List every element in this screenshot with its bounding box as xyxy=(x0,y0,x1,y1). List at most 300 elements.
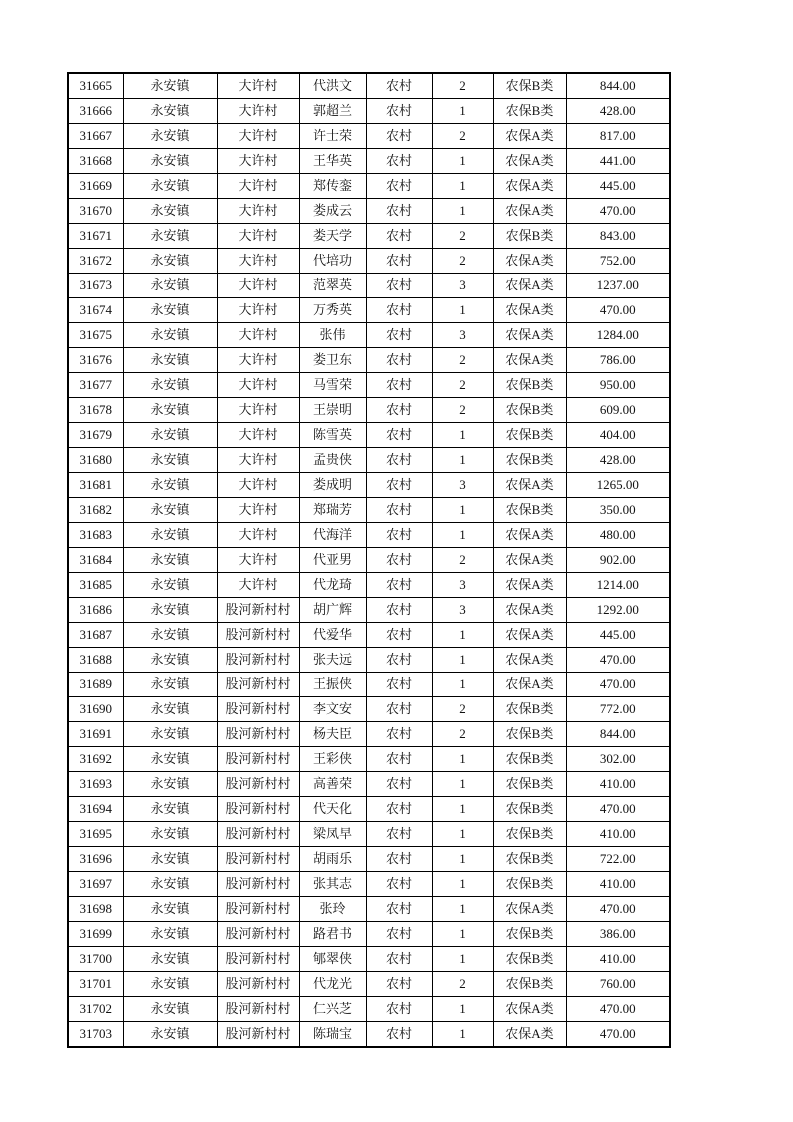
person-name-cell: 杨夫臣 xyxy=(299,722,366,747)
insurance-category-cell: 农保B类 xyxy=(493,373,566,398)
insurance-category-cell: 农保B类 xyxy=(493,722,566,747)
area-type-cell: 农村 xyxy=(366,672,432,697)
area-type-cell: 农村 xyxy=(366,123,432,148)
town-cell: 永安镇 xyxy=(123,622,217,647)
town-cell: 永安镇 xyxy=(123,223,217,248)
town-cell: 永安镇 xyxy=(123,398,217,423)
insurance-category-cell: 农保A类 xyxy=(493,896,566,921)
household-size-cell: 1 xyxy=(432,672,493,697)
amount-cell: 950.00 xyxy=(566,373,670,398)
table-row xyxy=(68,622,670,647)
area-type-cell: 农村 xyxy=(366,872,432,897)
person-name-cell: 梁凤早 xyxy=(299,822,366,847)
insurance-category-cell: 农保B类 xyxy=(493,73,566,98)
village-cell: 大许村 xyxy=(217,323,299,348)
village-cell: 股河新村村 xyxy=(217,847,299,872)
amount-cell: 470.00 xyxy=(566,896,670,921)
town-cell: 永安镇 xyxy=(123,248,217,273)
table-row xyxy=(68,497,670,522)
person-name-cell: 孟贵侠 xyxy=(299,448,366,473)
amount-cell: 786.00 xyxy=(566,348,670,373)
area-type-cell: 农村 xyxy=(366,722,432,747)
amount-cell: 428.00 xyxy=(566,98,670,123)
table-row xyxy=(68,647,670,672)
person-name-cell: 代培功 xyxy=(299,248,366,273)
area-type-cell: 农村 xyxy=(366,323,432,348)
area-type-cell: 农村 xyxy=(366,423,432,448)
person-name-cell: 代海洋 xyxy=(299,522,366,547)
household-size-cell: 1 xyxy=(432,822,493,847)
village-cell: 股河新村村 xyxy=(217,872,299,897)
village-cell: 大许村 xyxy=(217,273,299,298)
village-cell: 大许村 xyxy=(217,173,299,198)
insurance-category-cell: 农保B类 xyxy=(493,98,566,123)
amount-cell: 902.00 xyxy=(566,547,670,572)
household-size-cell: 1 xyxy=(432,622,493,647)
town-cell: 永安镇 xyxy=(123,547,217,572)
amount-cell: 480.00 xyxy=(566,522,670,547)
household-size-cell: 1 xyxy=(432,198,493,223)
amount-cell: 760.00 xyxy=(566,971,670,996)
household-size-cell: 2 xyxy=(432,73,493,98)
town-cell: 永安镇 xyxy=(123,996,217,1021)
insurance-category-cell: 农保A类 xyxy=(493,148,566,173)
household-size-cell: 1 xyxy=(432,921,493,946)
household-size-cell: 1 xyxy=(432,497,493,522)
table-row xyxy=(68,373,670,398)
serial-number-cell: 31682 xyxy=(68,497,123,522)
serial-number-cell: 31666 xyxy=(68,98,123,123)
town-cell: 永安镇 xyxy=(123,672,217,697)
serial-number-cell: 31671 xyxy=(68,223,123,248)
serial-number-cell: 31683 xyxy=(68,522,123,547)
area-type-cell: 农村 xyxy=(366,223,432,248)
household-size-cell: 1 xyxy=(432,298,493,323)
serial-number-cell: 31681 xyxy=(68,473,123,498)
table-row xyxy=(68,896,670,921)
town-cell: 永安镇 xyxy=(123,522,217,547)
person-name-cell: 代爱华 xyxy=(299,622,366,647)
area-type-cell: 农村 xyxy=(366,747,432,772)
village-cell: 股河新村村 xyxy=(217,722,299,747)
table-row xyxy=(68,921,670,946)
household-size-cell: 1 xyxy=(432,1021,493,1046)
town-cell: 永安镇 xyxy=(123,971,217,996)
town-cell: 永安镇 xyxy=(123,747,217,772)
village-cell: 股河新村村 xyxy=(217,797,299,822)
table-row xyxy=(68,248,670,273)
village-cell: 大许村 xyxy=(217,298,299,323)
household-size-cell: 2 xyxy=(432,547,493,572)
insurance-category-cell: 农保A类 xyxy=(493,572,566,597)
insurance-category-cell: 农保A类 xyxy=(493,996,566,1021)
village-cell: 股河新村村 xyxy=(217,822,299,847)
village-cell: 股河新村村 xyxy=(217,622,299,647)
serial-number-cell: 31679 xyxy=(68,423,123,448)
serial-number-cell: 31696 xyxy=(68,847,123,872)
area-type-cell: 农村 xyxy=(366,622,432,647)
area-type-cell: 农村 xyxy=(366,473,432,498)
serial-number-cell: 31678 xyxy=(68,398,123,423)
area-type-cell: 农村 xyxy=(366,497,432,522)
village-cell: 大许村 xyxy=(217,448,299,473)
person-name-cell: 郑传銮 xyxy=(299,173,366,198)
household-size-cell: 3 xyxy=(432,273,493,298)
person-name-cell: 陈瑞宝 xyxy=(299,1021,366,1046)
insurance-category-cell: 农保B类 xyxy=(493,497,566,522)
village-cell: 大许村 xyxy=(217,398,299,423)
person-name-cell: 代龙光 xyxy=(299,971,366,996)
household-size-cell: 2 xyxy=(432,123,493,148)
serial-number-cell: 31697 xyxy=(68,872,123,897)
insurance-category-cell: 农保A类 xyxy=(493,1021,566,1046)
insurance-category-cell: 农保B类 xyxy=(493,822,566,847)
insurance-category-cell: 农保B类 xyxy=(493,797,566,822)
town-cell: 永安镇 xyxy=(123,298,217,323)
serial-number-cell: 31687 xyxy=(68,622,123,647)
household-size-cell: 1 xyxy=(432,448,493,473)
town-cell: 永安镇 xyxy=(123,572,217,597)
table-row xyxy=(68,522,670,547)
person-name-cell: 仁兴芝 xyxy=(299,996,366,1021)
person-name-cell: 王彩侠 xyxy=(299,747,366,772)
insurance-category-cell: 农保B类 xyxy=(493,223,566,248)
person-name-cell: 代天化 xyxy=(299,797,366,822)
amount-cell: 844.00 xyxy=(566,722,670,747)
serial-number-cell: 31690 xyxy=(68,697,123,722)
serial-number-cell: 31672 xyxy=(68,248,123,273)
table-row xyxy=(68,971,670,996)
amount-cell: 441.00 xyxy=(566,148,670,173)
person-name-cell: 代洪文 xyxy=(299,73,366,98)
household-size-cell: 1 xyxy=(432,797,493,822)
table-row xyxy=(68,872,670,897)
insurance-category-cell: 农保B类 xyxy=(493,971,566,996)
household-size-cell: 3 xyxy=(432,597,493,622)
table-row xyxy=(68,298,670,323)
table-row xyxy=(68,1021,670,1046)
insurance-category-cell: 农保A类 xyxy=(493,323,566,348)
village-cell: 股河新村村 xyxy=(217,921,299,946)
village-cell: 股河新村村 xyxy=(217,996,299,1021)
person-name-cell: 路君书 xyxy=(299,921,366,946)
insurance-category-cell: 农保A类 xyxy=(493,123,566,148)
serial-number-cell: 31677 xyxy=(68,373,123,398)
table-row xyxy=(68,348,670,373)
person-name-cell: 娄成云 xyxy=(299,198,366,223)
area-type-cell: 农村 xyxy=(366,996,432,1021)
insurance-category-cell: 农保A类 xyxy=(493,198,566,223)
person-name-cell: 范翠英 xyxy=(299,273,366,298)
area-type-cell: 农村 xyxy=(366,822,432,847)
household-size-cell: 2 xyxy=(432,398,493,423)
town-cell: 永安镇 xyxy=(123,697,217,722)
serial-number-cell: 31693 xyxy=(68,772,123,797)
town-cell: 永安镇 xyxy=(123,323,217,348)
household-size-cell: 1 xyxy=(432,772,493,797)
town-cell: 永安镇 xyxy=(123,597,217,622)
household-size-cell: 2 xyxy=(432,971,493,996)
town-cell: 永安镇 xyxy=(123,198,217,223)
table-row xyxy=(68,946,670,971)
serial-number-cell: 31673 xyxy=(68,273,123,298)
table-row xyxy=(68,822,670,847)
town-cell: 永安镇 xyxy=(123,423,217,448)
village-cell: 大许村 xyxy=(217,198,299,223)
town-cell: 永安镇 xyxy=(123,722,217,747)
town-cell: 永安镇 xyxy=(123,497,217,522)
serial-number-cell: 31684 xyxy=(68,547,123,572)
area-type-cell: 农村 xyxy=(366,98,432,123)
table-row xyxy=(68,473,670,498)
insurance-category-cell: 农保A类 xyxy=(493,622,566,647)
insurance-category-cell: 农保A类 xyxy=(493,173,566,198)
area-type-cell: 农村 xyxy=(366,896,432,921)
amount-cell: 410.00 xyxy=(566,872,670,897)
town-cell: 永安镇 xyxy=(123,348,217,373)
town-cell: 永安镇 xyxy=(123,473,217,498)
table-row xyxy=(68,173,670,198)
serial-number-cell: 31698 xyxy=(68,896,123,921)
town-cell: 永安镇 xyxy=(123,148,217,173)
amount-cell: 445.00 xyxy=(566,173,670,198)
insurance-category-cell: 农保B类 xyxy=(493,847,566,872)
insurance-category-cell: 农保A类 xyxy=(493,248,566,273)
serial-number-cell: 31667 xyxy=(68,123,123,148)
area-type-cell: 农村 xyxy=(366,946,432,971)
area-type-cell: 农村 xyxy=(366,572,432,597)
serial-number-cell: 31692 xyxy=(68,747,123,772)
amount-cell: 386.00 xyxy=(566,921,670,946)
household-size-cell: 1 xyxy=(432,872,493,897)
town-cell: 永安镇 xyxy=(123,173,217,198)
household-size-cell: 1 xyxy=(432,647,493,672)
person-name-cell: 郭超兰 xyxy=(299,98,366,123)
area-type-cell: 农村 xyxy=(366,398,432,423)
person-name-cell: 张其志 xyxy=(299,872,366,897)
table-row xyxy=(68,772,670,797)
insurance-category-cell: 农保B类 xyxy=(493,697,566,722)
table-row xyxy=(68,747,670,772)
area-type-cell: 农村 xyxy=(366,448,432,473)
village-cell: 股河新村村 xyxy=(217,971,299,996)
village-cell: 大许村 xyxy=(217,123,299,148)
amount-cell: 722.00 xyxy=(566,847,670,872)
amount-cell: 1292.00 xyxy=(566,597,670,622)
village-cell: 大许村 xyxy=(217,547,299,572)
table-row xyxy=(68,572,670,597)
area-type-cell: 农村 xyxy=(366,971,432,996)
household-size-cell: 3 xyxy=(432,323,493,348)
area-type-cell: 农村 xyxy=(366,1021,432,1046)
serial-number-cell: 31674 xyxy=(68,298,123,323)
area-type-cell: 农村 xyxy=(366,772,432,797)
household-size-cell: 3 xyxy=(432,572,493,597)
area-type-cell: 农村 xyxy=(366,148,432,173)
amount-cell: 410.00 xyxy=(566,946,670,971)
table-row xyxy=(68,273,670,298)
area-type-cell: 农村 xyxy=(366,647,432,672)
person-name-cell: 陈雪英 xyxy=(299,423,366,448)
table-row xyxy=(68,722,670,747)
town-cell: 永安镇 xyxy=(123,772,217,797)
serial-number-cell: 31669 xyxy=(68,173,123,198)
household-size-cell: 2 xyxy=(432,722,493,747)
household-size-cell: 2 xyxy=(432,373,493,398)
village-cell: 股河新村村 xyxy=(217,1021,299,1046)
village-cell: 大许村 xyxy=(217,348,299,373)
town-cell: 永安镇 xyxy=(123,822,217,847)
town-cell: 永安镇 xyxy=(123,73,217,98)
amount-cell: 470.00 xyxy=(566,298,670,323)
serial-number-cell: 31685 xyxy=(68,572,123,597)
serial-number-cell: 31691 xyxy=(68,722,123,747)
serial-number-cell: 31680 xyxy=(68,448,123,473)
amount-cell: 410.00 xyxy=(566,822,670,847)
serial-number-cell: 31699 xyxy=(68,921,123,946)
person-name-cell: 许士荣 xyxy=(299,123,366,148)
household-size-cell: 2 xyxy=(432,697,493,722)
insurance-category-cell: 农保B类 xyxy=(493,872,566,897)
village-cell: 股河新村村 xyxy=(217,946,299,971)
town-cell: 永安镇 xyxy=(123,123,217,148)
town-cell: 永安镇 xyxy=(123,273,217,298)
town-cell: 永安镇 xyxy=(123,797,217,822)
area-type-cell: 农村 xyxy=(366,248,432,273)
table-row xyxy=(68,597,670,622)
serial-number-cell: 31700 xyxy=(68,946,123,971)
person-name-cell: 万秀英 xyxy=(299,298,366,323)
area-type-cell: 农村 xyxy=(366,173,432,198)
serial-number-cell: 31689 xyxy=(68,672,123,697)
table-row xyxy=(68,847,670,872)
person-name-cell: 郑瑞芳 xyxy=(299,497,366,522)
serial-number-cell: 31670 xyxy=(68,198,123,223)
table-row xyxy=(68,123,670,148)
amount-cell: 752.00 xyxy=(566,248,670,273)
amount-cell: 404.00 xyxy=(566,423,670,448)
amount-cell: 470.00 xyxy=(566,996,670,1021)
insurance-category-cell: 农保B类 xyxy=(493,747,566,772)
person-name-cell: 娄成明 xyxy=(299,473,366,498)
serial-number-cell: 31675 xyxy=(68,323,123,348)
household-size-cell: 3 xyxy=(432,473,493,498)
insurance-category-cell: 农保B类 xyxy=(493,398,566,423)
insurance-category-cell: 农保A类 xyxy=(493,273,566,298)
person-name-cell: 高善荣 xyxy=(299,772,366,797)
amount-cell: 609.00 xyxy=(566,398,670,423)
household-size-cell: 1 xyxy=(432,98,493,123)
village-cell: 大许村 xyxy=(217,98,299,123)
serial-number-cell: 31702 xyxy=(68,996,123,1021)
village-cell: 股河新村村 xyxy=(217,647,299,672)
person-name-cell: 王华英 xyxy=(299,148,366,173)
town-cell: 永安镇 xyxy=(123,921,217,946)
village-cell: 股河新村村 xyxy=(217,697,299,722)
table-row xyxy=(68,198,670,223)
town-cell: 永安镇 xyxy=(123,847,217,872)
insurance-category-cell: 农保B类 xyxy=(493,921,566,946)
amount-cell: 302.00 xyxy=(566,747,670,772)
insurance-category-cell: 农保A类 xyxy=(493,547,566,572)
table-row xyxy=(68,672,670,697)
insurance-category-cell: 农保A类 xyxy=(493,298,566,323)
village-cell: 大许村 xyxy=(217,522,299,547)
table-row xyxy=(68,996,670,1021)
village-cell: 大许村 xyxy=(217,423,299,448)
area-type-cell: 农村 xyxy=(366,373,432,398)
village-cell: 大许村 xyxy=(217,572,299,597)
village-cell: 股河新村村 xyxy=(217,896,299,921)
household-size-cell: 1 xyxy=(432,173,493,198)
serial-number-cell: 31686 xyxy=(68,597,123,622)
amount-cell: 1237.00 xyxy=(566,273,670,298)
town-cell: 永安镇 xyxy=(123,896,217,921)
insurance-category-cell: 农保B类 xyxy=(493,772,566,797)
amount-cell: 470.00 xyxy=(566,672,670,697)
town-cell: 永安镇 xyxy=(123,946,217,971)
area-type-cell: 农村 xyxy=(366,198,432,223)
amount-cell: 844.00 xyxy=(566,73,670,98)
person-name-cell: 李文安 xyxy=(299,697,366,722)
area-type-cell: 农村 xyxy=(366,697,432,722)
person-name-cell: 张夫远 xyxy=(299,647,366,672)
serial-number-cell: 31694 xyxy=(68,797,123,822)
insurance-category-cell: 农保A类 xyxy=(493,348,566,373)
area-type-cell: 农村 xyxy=(366,273,432,298)
table-row xyxy=(68,547,670,572)
household-size-cell: 1 xyxy=(432,847,493,872)
amount-cell: 350.00 xyxy=(566,497,670,522)
person-name-cell: 张伟 xyxy=(299,323,366,348)
household-size-cell: 1 xyxy=(432,946,493,971)
household-size-cell: 1 xyxy=(432,996,493,1021)
village-cell: 大许村 xyxy=(217,248,299,273)
table-row xyxy=(68,398,670,423)
village-cell: 股河新村村 xyxy=(217,747,299,772)
table-row xyxy=(68,423,670,448)
amount-cell: 410.00 xyxy=(566,772,670,797)
person-name-cell: 胡广辉 xyxy=(299,597,366,622)
serial-number-cell: 31703 xyxy=(68,1021,123,1046)
insurance-category-cell: 农保B类 xyxy=(493,946,566,971)
table-body xyxy=(68,73,670,1047)
household-size-cell: 1 xyxy=(432,148,493,173)
table-row xyxy=(68,98,670,123)
serial-number-cell: 31665 xyxy=(68,73,123,98)
area-type-cell: 农村 xyxy=(366,547,432,572)
serial-number-cell: 31701 xyxy=(68,971,123,996)
serial-number-cell: 31676 xyxy=(68,348,123,373)
table-row xyxy=(68,448,670,473)
insurance-category-cell: 农保A类 xyxy=(493,522,566,547)
town-cell: 永安镇 xyxy=(123,448,217,473)
area-type-cell: 农村 xyxy=(366,921,432,946)
area-type-cell: 农村 xyxy=(366,348,432,373)
data-table xyxy=(67,72,671,1048)
amount-cell: 843.00 xyxy=(566,223,670,248)
household-size-cell: 2 xyxy=(432,223,493,248)
village-cell: 大许村 xyxy=(217,223,299,248)
household-size-cell: 2 xyxy=(432,248,493,273)
household-size-cell: 1 xyxy=(432,522,493,547)
table-row xyxy=(68,223,670,248)
town-cell: 永安镇 xyxy=(123,872,217,897)
table-row xyxy=(68,797,670,822)
area-type-cell: 农村 xyxy=(366,522,432,547)
amount-cell: 470.00 xyxy=(566,198,670,223)
household-size-cell: 1 xyxy=(432,896,493,921)
